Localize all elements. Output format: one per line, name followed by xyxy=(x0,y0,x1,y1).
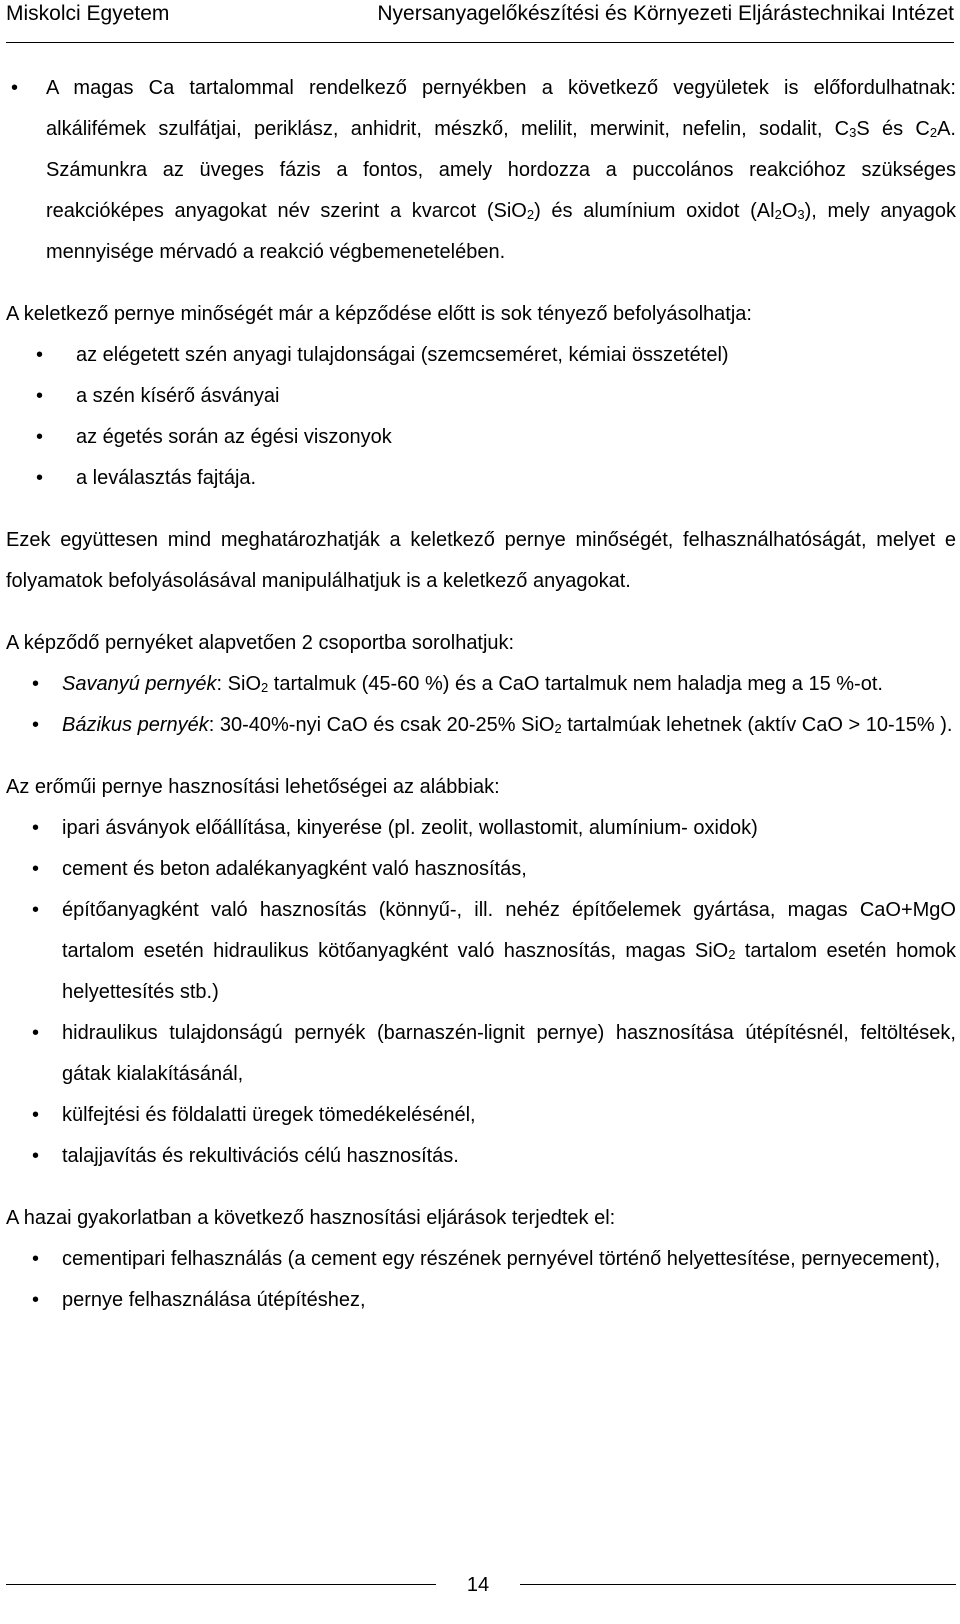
paragraph-combined: Ezek együttesen mind meghatározhatják a keletkező pernye minőségét, felhasználhatóságát, melyet e folyamatok befolyásolásával manipulálhatjuk is a keletkező anyagokat. xyxy=(6,529,956,592)
list-item: • a szén kísérő ásványai xyxy=(6,376,956,417)
list-item-basic-ash: • Bázikus pernyék: 30-40%-nyi CaO és csak 20-25% SiO$_2$ tartalmúak lehetnek (aktív CaO > 10-15% ). xyxy=(6,705,956,746)
bullet-list-practice xyxy=(6,1239,956,1321)
footer-rule-right xyxy=(520,1584,956,1585)
bullet-list-compounds xyxy=(6,68,956,273)
page-footer xyxy=(0,1570,960,1624)
page-number: 14 xyxy=(466,1574,490,1596)
list-item-compounds: • A magas Ca tartalommal rendelkező pernyékben a következő vegyületek is előfordulhatnak: alkálifémek szulfátjai, periklász, anhidrit, mészkő, melilit, merwinit, nefelin, sodalit, $C_3S$ és $C_2A$. Számunkra az üveges fázis a fontos, amely hordozza a puccolános reakcióhoz szükséges reakcióképes anyagokat név szerint a kvarcot (SiO$_2$) és alumínium oxidot $(Al_2O_3)$, mely anyagok mennyisége mérvadó a reakció végbemenetelében. xyxy=(6,68,956,273)
list-item: • hidraulikus tulajdonságú pernyék (barnaszén-lignit pernye) hasznosítása útépítésnél, feltöltések, gátak kialakításánál, xyxy=(6,1013,956,1095)
bullet-list-factors xyxy=(6,335,956,499)
document-body xyxy=(6,68,956,1321)
bullet-list-uses xyxy=(6,808,956,1177)
list-item: • cementipari felhasználás (a cement egy részének pernyével történő helyettesítése, pernyecement), xyxy=(6,1239,956,1280)
page-header xyxy=(0,0,960,46)
list-item: • az égetés során az égési viszonyok xyxy=(6,417,956,458)
list-item-acid-ash: • Savanyú pernyék: SiO$_2$ tartalmuk (45-60 %) és a CaO tartalmuk nem haladja meg a 15 %-ot. xyxy=(6,664,956,705)
list-item: • cement és beton adalékanyagként való hasznosítás, xyxy=(6,849,956,890)
paragraph-practice: A hazai gyakorlatban a következő hasznosítási eljárások terjedtek el: xyxy=(6,1207,616,1229)
header-institution: Miskolci Egyetem xyxy=(6,2,170,25)
header-department: Nyersanyagelőkészítési és Környezeti Eljárástechnikai Intézet xyxy=(377,2,954,25)
bullet-list-groups xyxy=(6,664,956,746)
header-rule xyxy=(6,42,954,43)
list-item: • építőanyagként való hasznosítás (könnyű-, ill. nehéz építőelemek gyártása, magas CaO+MgO tartalom esetén hidraulikus kötőanyagként való hasznosítás, magas SiO$_2$ tartalom esetén homok helyettesítés stb.) xyxy=(6,890,956,1013)
paragraph-quality-factors: A keletkező pernye minőségét már a képződése előtt is sok tényező befolyásolhatja: xyxy=(6,303,752,325)
list-item: • a leválasztás fajtája. xyxy=(6,458,956,499)
list-item: • ipari ásványok előállítása, kinyerése (pl. zeolit, wollastomit, alumínium- oxidok) xyxy=(6,808,956,849)
footer-rule-left xyxy=(6,1584,436,1585)
list-item: • talajjavítás és rekultivációs célú hasznosítás. xyxy=(6,1136,956,1177)
list-item: • pernye felhasználása útépítéshez, xyxy=(6,1280,956,1321)
paragraph-uses: Az erőműi pernye hasznosítási lehetőségei az alábbiak: xyxy=(6,776,500,798)
list-item: • külfejtési és földalatti üregek tömedékelésénél, xyxy=(6,1095,956,1136)
list-item: • az elégetett szén anyagi tulajdonságai (szemcseméret, kémiai összetétel) xyxy=(6,335,956,376)
paragraph-groups: A képződő pernyéket alapvetően 2 csoportba sorolhatjuk: xyxy=(6,632,515,654)
